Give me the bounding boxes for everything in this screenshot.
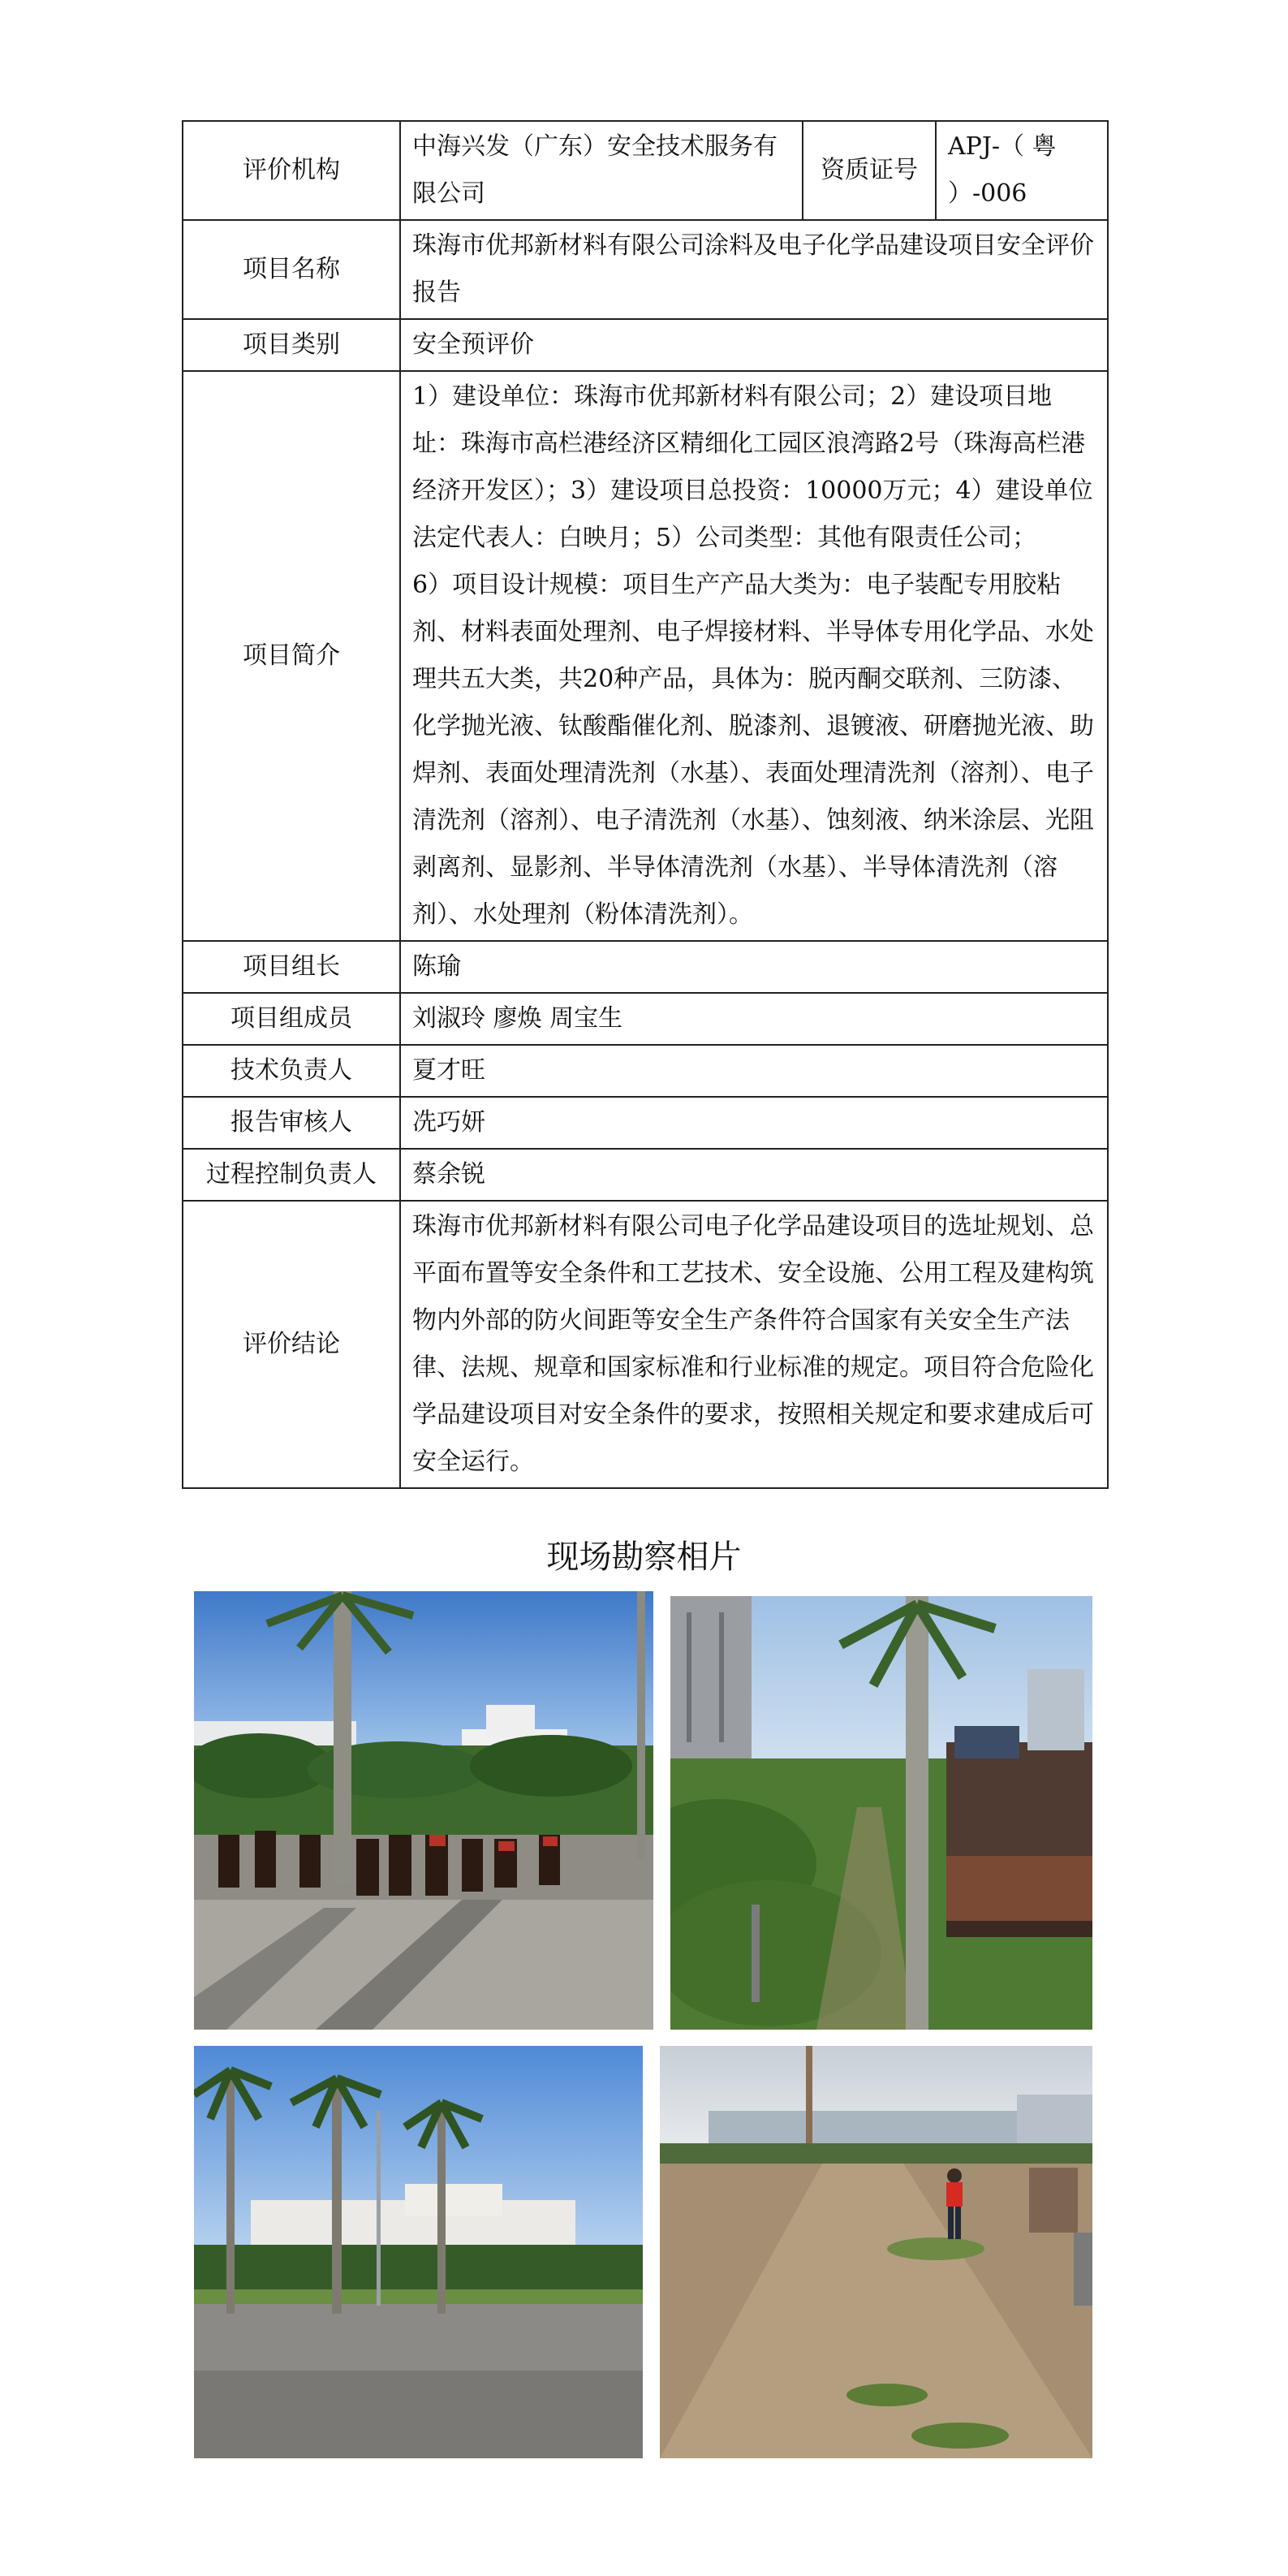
row-project-type	[183, 319, 1108, 371]
intro-value	[400, 371, 1108, 941]
site-photo-construction	[660, 2046, 1092, 2458]
name-label: 项目名称	[183, 220, 400, 319]
org-value: 中海兴发（广东）安全技术服务有限公司	[400, 121, 803, 220]
intro-paragraph-2: 6）项目设计规模：项目生产产品大类为：电子装配专用胶粘剂、材料表面处理剂、电子焊接材料、半导体专用化学品、水处理共五大类，共20种产品，具体为：脱丙酮交联剂、三防漆、化学抛光液、钛酸酯催化剂、脱漆剂、退镀液、研磨抛光液、助焊剂、表面处理清洗剂（水基）、表面处理清洗剂（溶剂）、电子清洗剂（溶剂）、电子清洗剂（水基）、蚀刻液、纳米涂层、光阻剥离剂、显影剂、半导体清洗剂（水基）、半导体清洗剂（溶剂）、水处理剂（粉体清洗剂）。	[412, 571, 1094, 929]
name-value: 珠海市优邦新材料有限公司涂料及电子化学品建设项目安全评价报告	[400, 220, 1108, 319]
row-tech	[183, 1045, 1108, 1097]
leader-label: 项目组长	[183, 941, 400, 993]
row-process	[183, 1149, 1108, 1201]
cert-label: 资质证号	[803, 121, 936, 220]
process-label: 过程控制负责人	[183, 1149, 400, 1201]
row-org	[183, 121, 1108, 220]
conclusion-value: 珠海市优邦新材料有限公司电子化学品建设项目的选址规划、总平面布置等安全条件和工艺技术、安全设施、公用工程及建构筑物内外部的防火间距等安全生产条件符合国家有关安全生产法律、法规、规章和国家标准和行业标准的规定。项目符合危险化学品建设项目对安全条件的要求，按照相关规定和要求建成后可安全运行。	[400, 1201, 1108, 1488]
type-label: 项目类别	[183, 319, 400, 371]
leader-value: 陈瑜	[400, 941, 1108, 993]
row-intro	[183, 371, 1108, 941]
site-photo-path	[670, 1596, 1092, 2030]
row-reviewer	[183, 1097, 1108, 1149]
intro-label: 项目简介	[183, 371, 400, 941]
members-label: 项目组成员	[183, 993, 400, 1045]
intro-paragraph-1: 1）建设单位：珠海市优邦新材料有限公司；2）建设项目地址：珠海市高栏港经济区精细化工园区浪湾路2号（珠海高栏港经济开发区）；3）建设项目总投资：10000万元；4）建设单位法定代表人：白映月；5）公司类型：其他有限责任公司；	[412, 382, 1093, 552]
tech-value: 夏才旺	[400, 1045, 1108, 1097]
row-conclusion	[183, 1201, 1108, 1488]
row-leader	[183, 941, 1108, 993]
project-info-table	[182, 120, 1109, 1489]
reviewer-label: 报告审核人	[183, 1097, 400, 1149]
conclusion-label: 评价结论	[183, 1201, 400, 1488]
row-members	[183, 993, 1108, 1045]
type-value: 安全预评价	[400, 319, 1108, 371]
row-project-name	[183, 220, 1108, 319]
photos-title: 现场勘察相片	[546, 1538, 742, 1576]
members-value: 刘淑玲 廖焕 周宝生	[400, 993, 1108, 1045]
cert-value: APJ-（ 粤 ）-006	[936, 121, 1108, 220]
org-label: 评价机构	[183, 121, 400, 220]
tech-label: 技术负责人	[183, 1045, 400, 1097]
reviewer-value: 冼巧妍	[400, 1097, 1108, 1149]
process-value: 蔡余锐	[400, 1149, 1108, 1201]
site-photo-parking	[194, 1591, 653, 2030]
site-photo-road	[194, 2046, 643, 2458]
